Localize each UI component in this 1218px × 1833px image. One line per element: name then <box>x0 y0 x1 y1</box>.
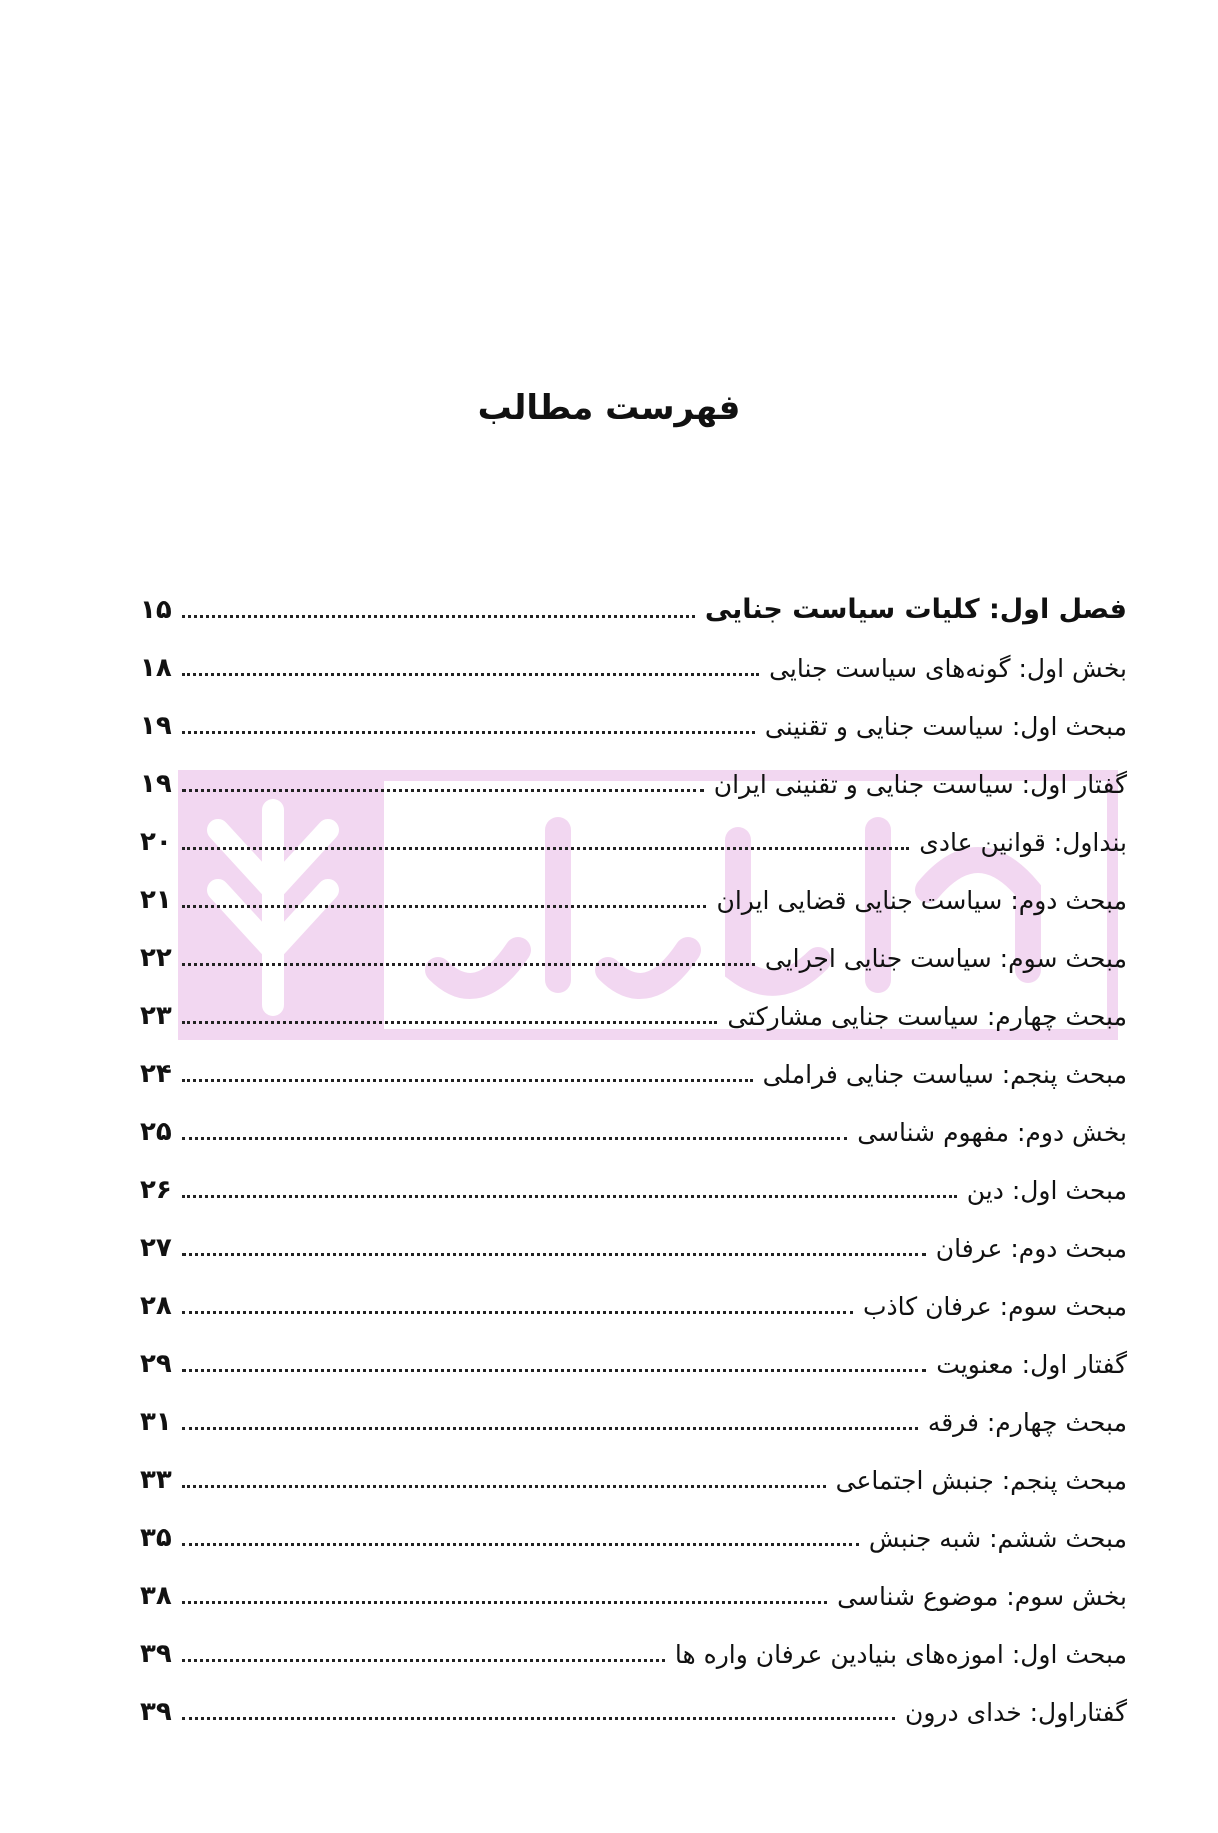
toc-entry[interactable] <box>140 1029 1127 1087</box>
dot-leader <box>182 1311 853 1314</box>
dot-leader <box>182 1195 957 1198</box>
toc-entry[interactable] <box>140 797 1127 855</box>
toc-entry[interactable] <box>140 971 1127 1029</box>
dot-leader <box>182 1543 859 1546</box>
toc-entry-page-number: ۲۵ <box>140 1117 172 1147</box>
toc-entry-page-number: ۳۹ <box>140 1697 172 1727</box>
dot-leader <box>182 905 706 908</box>
toc-entry-page-number: ۲۴ <box>140 1059 172 1089</box>
dot-leader <box>182 1717 895 1720</box>
toc-entry-label: مبحث پنجم: جنبش اجتماعی <box>835 1466 1127 1495</box>
toc-entry-page-number: ۳۱ <box>140 1407 172 1437</box>
dot-leader <box>182 963 755 966</box>
toc-entry-label: مبحث اول: سیاست جنایی و تقنینی <box>764 712 1127 741</box>
toc-entry[interactable] <box>140 1377 1127 1435</box>
toc-entry[interactable] <box>140 739 1127 797</box>
dot-leader <box>182 1369 926 1372</box>
toc-entry-label: گفتار اول: معنویت <box>936 1350 1127 1379</box>
dot-leader <box>182 615 695 618</box>
toc-entry[interactable] <box>140 1087 1127 1145</box>
toc-entry-label: مبحث پنجم: سیاست جنایی فراملی <box>762 1060 1127 1089</box>
dot-leader <box>182 847 909 850</box>
toc-entry[interactable] <box>140 1667 1127 1725</box>
toc-entry-label: مبحث دوم: عرفان <box>935 1234 1127 1263</box>
dot-leader <box>182 1137 847 1140</box>
table-of-contents <box>140 565 1127 1725</box>
toc-entry-page-number: ۳۹ <box>140 1639 172 1669</box>
toc-entry-label: مبحث ششم: شبه جنبش <box>868 1524 1127 1553</box>
toc-entry[interactable] <box>140 855 1127 913</box>
toc-entry-label: مبحث اول: اموزه‌های بنیادین عرفان واره ها <box>674 1640 1127 1669</box>
toc-entry-page-number: ۱۹ <box>140 769 172 799</box>
toc-entry-page-number: ۲۸ <box>140 1291 172 1321</box>
toc-entry[interactable] <box>140 1435 1127 1493</box>
page-title: فهرست مطالب <box>477 388 741 428</box>
dot-leader <box>182 1021 717 1024</box>
dot-leader <box>182 731 755 734</box>
toc-entry-label: بخش دوم: مفهوم شناسی <box>857 1118 1127 1147</box>
toc-entry[interactable] <box>140 1551 1127 1609</box>
toc-entry-label: بخش اول: گونه‌های سیاست جنایی <box>769 654 1127 683</box>
toc-entry-page-number: ۲۱ <box>140 885 172 915</box>
toc-entry-page-number: ۲۶ <box>140 1175 172 1205</box>
toc-entry-label: مبحث اول: دین <box>966 1176 1127 1205</box>
toc-entry-page-number: ۲۳ <box>140 1001 172 1031</box>
toc-entry[interactable] <box>140 1203 1127 1261</box>
toc-entry-page-number: ۳۳ <box>140 1465 172 1495</box>
toc-entry[interactable] <box>140 1609 1127 1667</box>
toc-entry-label: بخش سوم: موضوع شناسی <box>837 1582 1127 1611</box>
toc-entry-label: مبحث سوم: عرفان کاذب <box>862 1292 1127 1321</box>
dot-leader <box>182 1601 827 1604</box>
toc-entry-label: مبحث چهارم: سیاست جنایی مشارکتی <box>727 1002 1127 1031</box>
dot-leader <box>182 1427 918 1430</box>
toc-chapter-entry[interactable] <box>140 565 1127 623</box>
toc-entry[interactable] <box>140 1145 1127 1203</box>
dot-leader <box>182 1485 826 1488</box>
toc-entry-page-number: ۱۵ <box>140 595 172 625</box>
toc-entry-label: مبحث سوم: سیاست جنایی اجرایی <box>764 944 1127 973</box>
dot-leader <box>182 1659 665 1662</box>
toc-entry-page-number: ۲۲ <box>140 943 172 973</box>
toc-entry-label: گفتار اول: سیاست جنایی و تقنینی ایران <box>713 770 1127 799</box>
dot-leader <box>182 789 704 792</box>
toc-entry[interactable] <box>140 1493 1127 1551</box>
toc-entry-label: مبحث دوم: سیاست جنایی قضایی ایران <box>716 886 1127 915</box>
toc-entry[interactable] <box>140 913 1127 971</box>
toc-entry-page-number: ۱۸ <box>140 653 172 683</box>
dot-leader <box>182 1079 753 1082</box>
toc-entry-page-number: ۳۸ <box>140 1581 172 1611</box>
toc-entry[interactable] <box>140 623 1127 681</box>
toc-entry-page-number: ۲۰ <box>140 827 172 857</box>
toc-entry-label: فصل اول: کلیات سیاست جنایی <box>704 594 1127 625</box>
toc-entry-label: گفتاراول: خدای درون <box>904 1698 1127 1727</box>
toc-entry-page-number: ۲۹ <box>140 1349 172 1379</box>
toc-entry[interactable] <box>140 1261 1127 1319</box>
toc-entry-page-number: ۱۹ <box>140 711 172 741</box>
toc-entry-page-number: ۲۷ <box>140 1233 172 1263</box>
toc-entry-label: مبحث چهارم: فرقه <box>927 1408 1127 1437</box>
toc-entry[interactable] <box>140 681 1127 739</box>
dot-leader <box>182 673 759 676</box>
toc-entry[interactable] <box>140 1319 1127 1377</box>
dot-leader <box>182 1253 926 1256</box>
toc-entry-page-number: ۳۵ <box>140 1523 172 1553</box>
toc-entry-label: بنداول: قوانین عادی <box>919 828 1127 857</box>
